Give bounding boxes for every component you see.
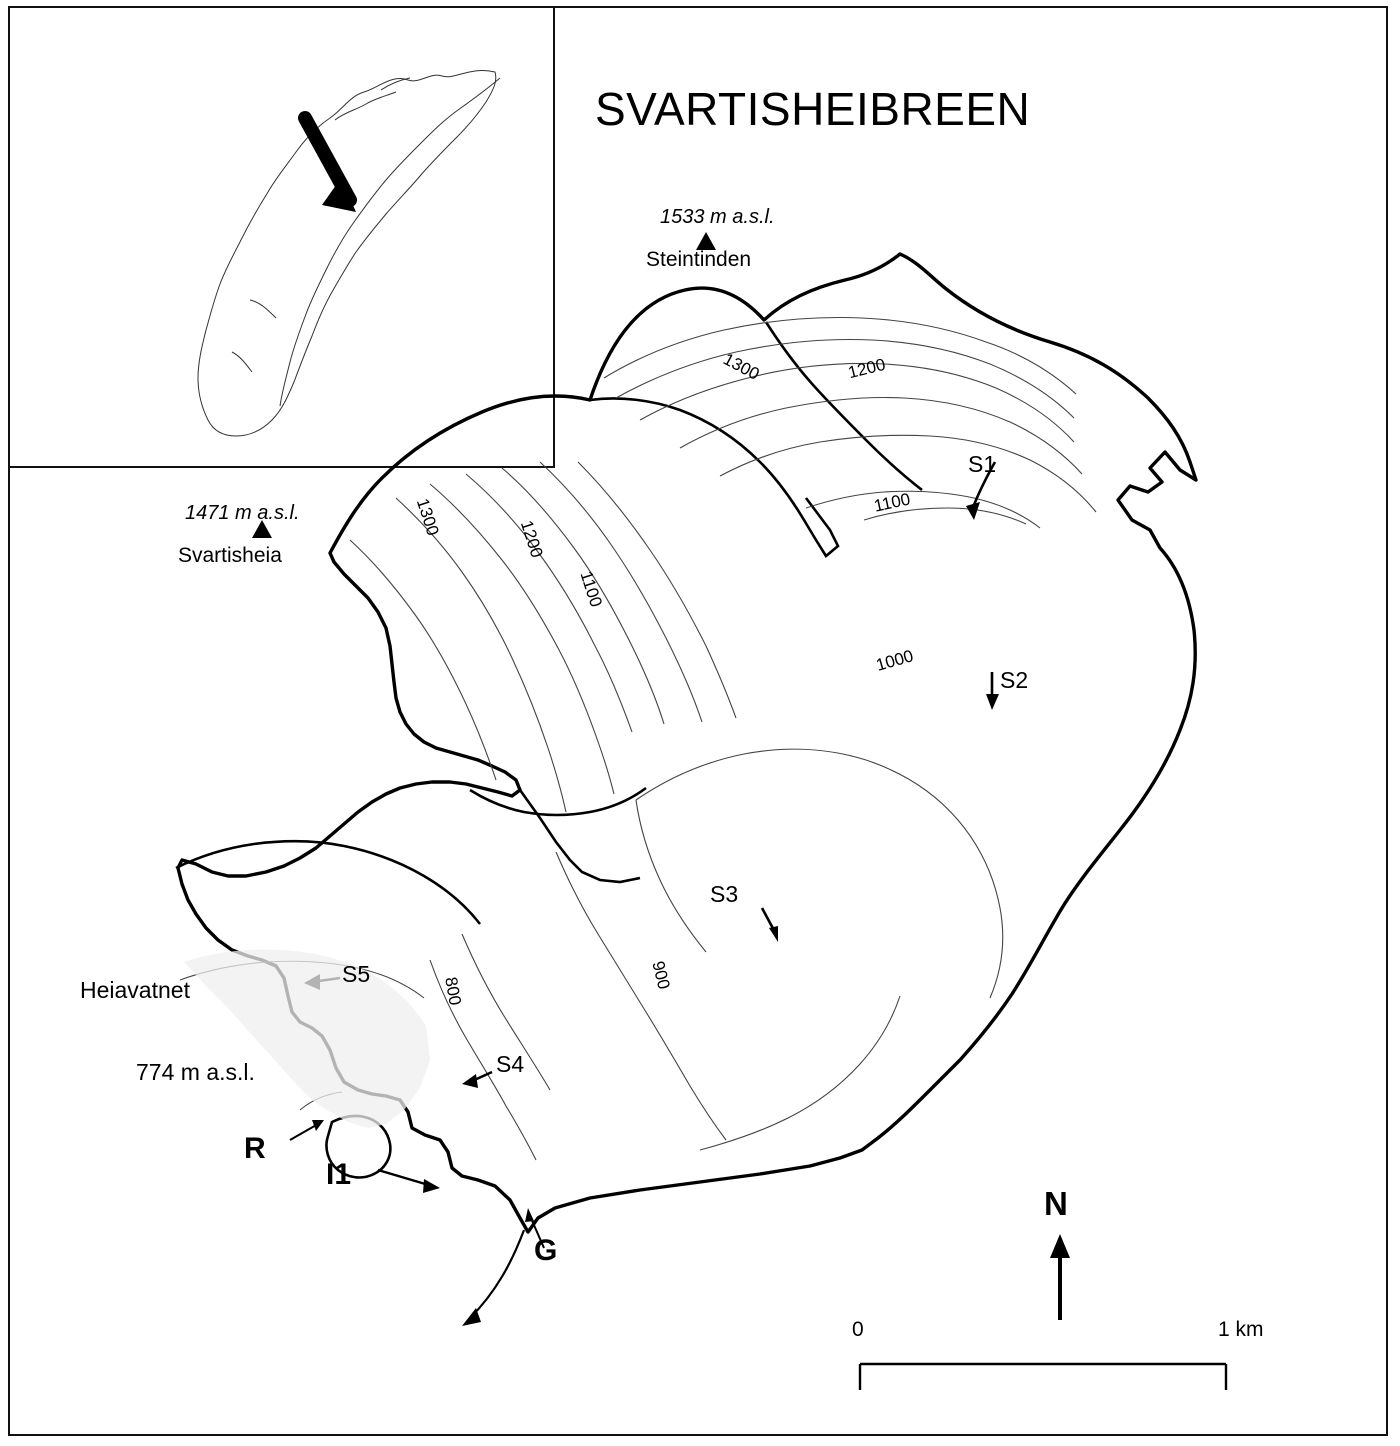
contour-label-800: 800 [441, 975, 465, 1007]
contour-label-1000: 1000 [873, 646, 916, 675]
north-label: N [1044, 1185, 1068, 1222]
point-label-r: R [244, 1132, 266, 1165]
contour-label-1300-west: 1300 [412, 496, 443, 539]
contour-label-1100-north: 1100 [872, 489, 912, 516]
scale-bar [860, 1364, 1226, 1390]
contour-label-900: 900 [648, 959, 674, 992]
contour-label-1200-west: 1200 [516, 518, 547, 561]
flow-label-s2: S2 [1000, 667, 1029, 693]
map-title: SVARTISHEIBREEN [595, 83, 1031, 135]
inset-location-arrow-icon [305, 118, 356, 212]
point-label-i1: I1 [326, 1158, 352, 1191]
contour-label-1300-north: 1300 [720, 349, 763, 384]
norway-outline-icon [198, 70, 500, 436]
svartisheia-altitude: 1471 m a.s.l. [185, 502, 300, 524]
scale-label-zero: 0 [852, 1318, 864, 1341]
steintinden-label: Steintinden [646, 248, 752, 271]
lake-area [184, 950, 430, 1129]
scale-label-max: 1 km [1218, 1318, 1264, 1341]
flow-label-s5: S5 [342, 961, 371, 987]
flow-label-s3: S3 [710, 881, 739, 907]
flow-label-s4: S4 [496, 1051, 525, 1077]
heiavatnet-altitude: 774 m a.s.l. [136, 1059, 255, 1085]
contour-label-1100-west: 1100 [576, 568, 606, 610]
steintinden-altitude: 1533 m a.s.l. [660, 206, 775, 228]
heiavatnet-label: Heiavatnet [80, 977, 190, 1003]
svartisheia-label: Svartisheia [178, 544, 282, 567]
flow-label-s1: S1 [968, 451, 997, 477]
flow-arrows [290, 462, 999, 1326]
north-arrow-icon [1050, 1234, 1070, 1320]
contour-label-1200-north: 1200 [846, 354, 888, 383]
point-label-g: G [534, 1234, 558, 1267]
